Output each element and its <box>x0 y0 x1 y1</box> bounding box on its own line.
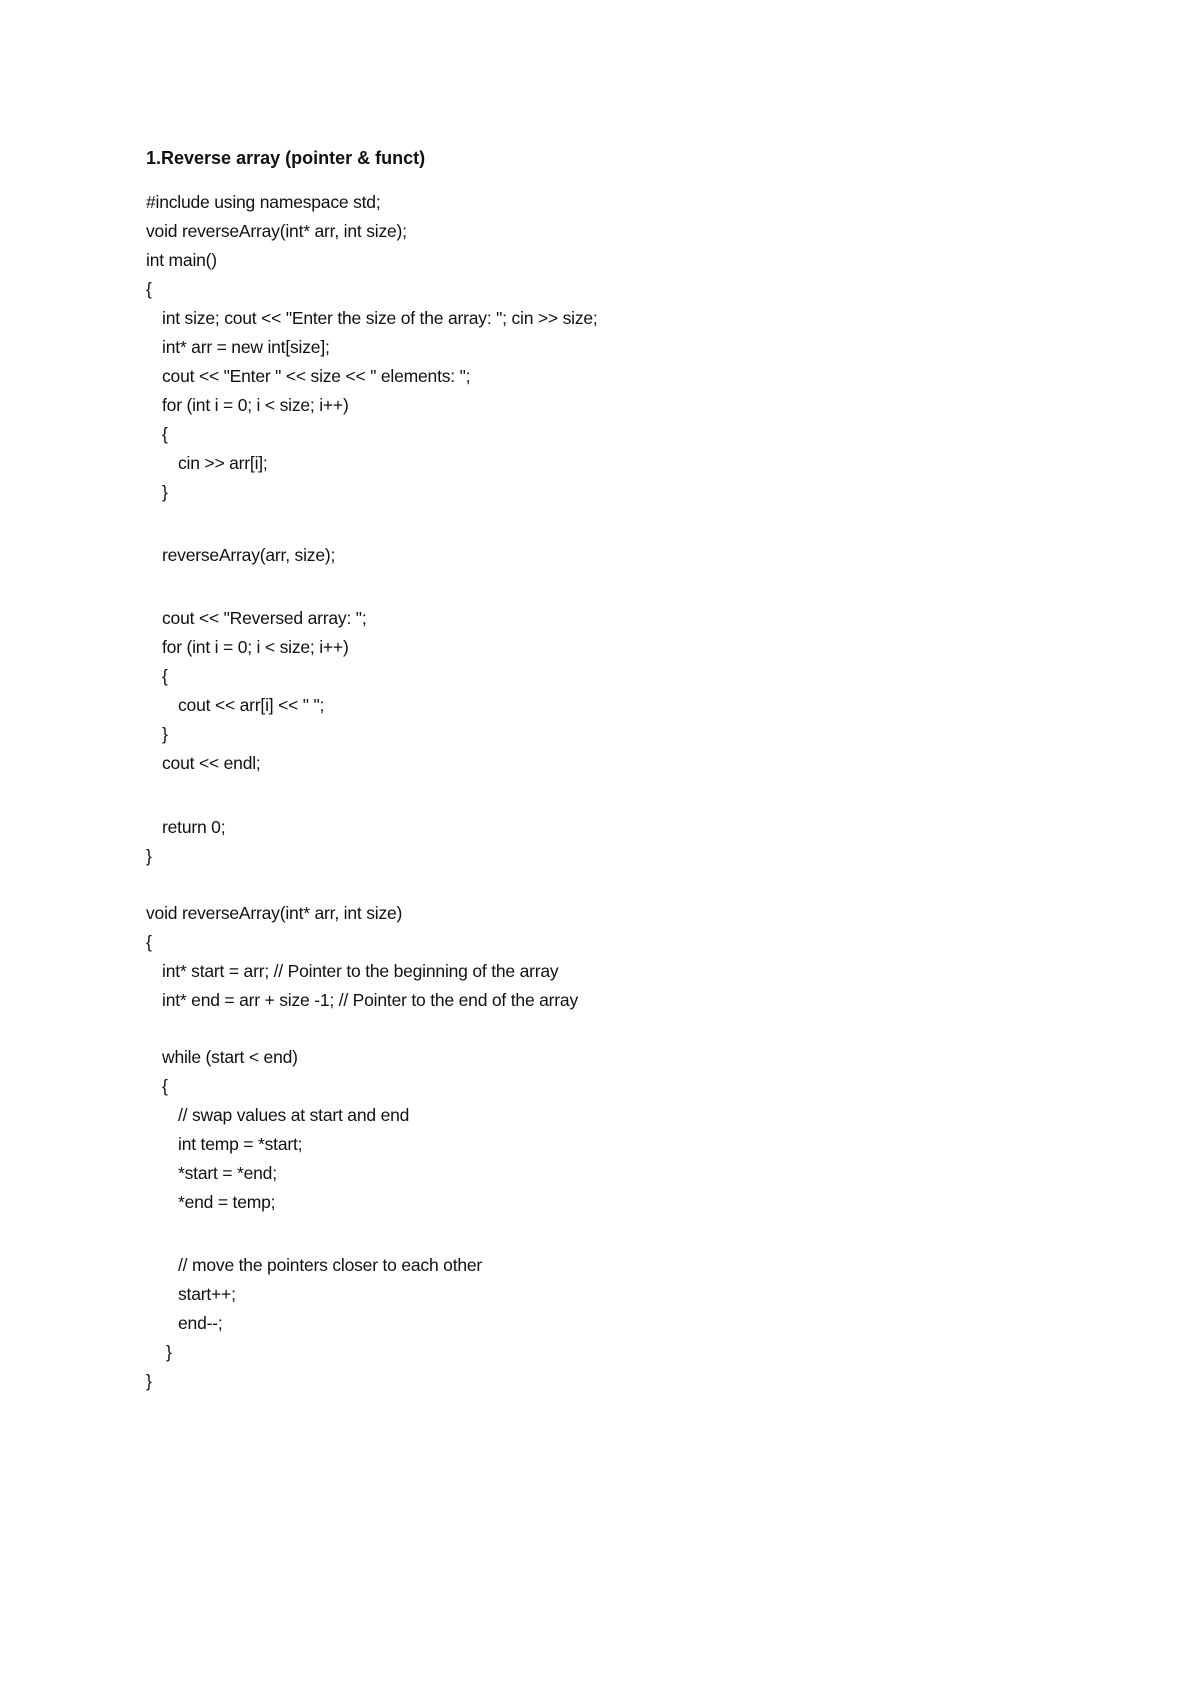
code-line: for (int i = 0; i < size; i++) <box>162 637 349 657</box>
code-line: for (int i = 0; i < size; i++) <box>162 395 349 415</box>
code-line: } <box>162 482 168 502</box>
code-line: cout << endl; <box>162 753 261 773</box>
code-line: cout << "Enter " << size << " elements: "; <box>162 366 471 386</box>
code-line: { <box>146 932 152 952</box>
code-line: { <box>162 424 168 444</box>
code-line: } <box>146 1371 152 1391</box>
code-line: cin >> arr[i]; <box>178 453 268 473</box>
code-line: int* start = arr; // Pointer to the beginning of the array <box>162 961 559 981</box>
code-line: cout << arr[i] << " "; <box>178 695 325 715</box>
document-title: 1.Reverse array (pointer & funct) <box>146 148 426 168</box>
code-line: while (start < end) <box>162 1047 298 1067</box>
code-line: // move the pointers closer to each other <box>178 1255 483 1275</box>
code-line: { <box>146 279 152 299</box>
code-line: int temp = *start; <box>178 1134 303 1154</box>
code-line: // swap values at start and end <box>178 1105 410 1125</box>
code-line: { <box>162 1076 168 1096</box>
code-line: void reverseArray(int* arr, int size); <box>146 221 407 241</box>
code-line: #include using namespace std; <box>146 192 381 212</box>
code-line: } <box>162 724 168 744</box>
code-line: int main() <box>146 250 217 270</box>
code-line: void reverseArray(int* arr, int size) <box>146 903 403 923</box>
code-line: cout << "Reversed array: "; <box>162 608 367 628</box>
code-line: return 0; <box>162 817 226 837</box>
code-line: } <box>166 1342 172 1362</box>
code-line: reverseArray(arr, size); <box>162 545 336 565</box>
code-line: int size; cout << "Enter the size of the array: "; cin >> size; <box>162 308 598 328</box>
code-line: int* arr = new int[size]; <box>162 337 330 357</box>
code-line: end--; <box>178 1313 223 1333</box>
code-line: int* end = arr + size -1; // Pointer to the end of the array <box>162 990 579 1010</box>
code-line: } <box>146 846 152 866</box>
code-line: { <box>162 666 168 686</box>
code-line: *start = *end; <box>178 1163 277 1183</box>
code-line: *end = temp; <box>178 1192 276 1212</box>
code-line: start++; <box>178 1284 236 1304</box>
